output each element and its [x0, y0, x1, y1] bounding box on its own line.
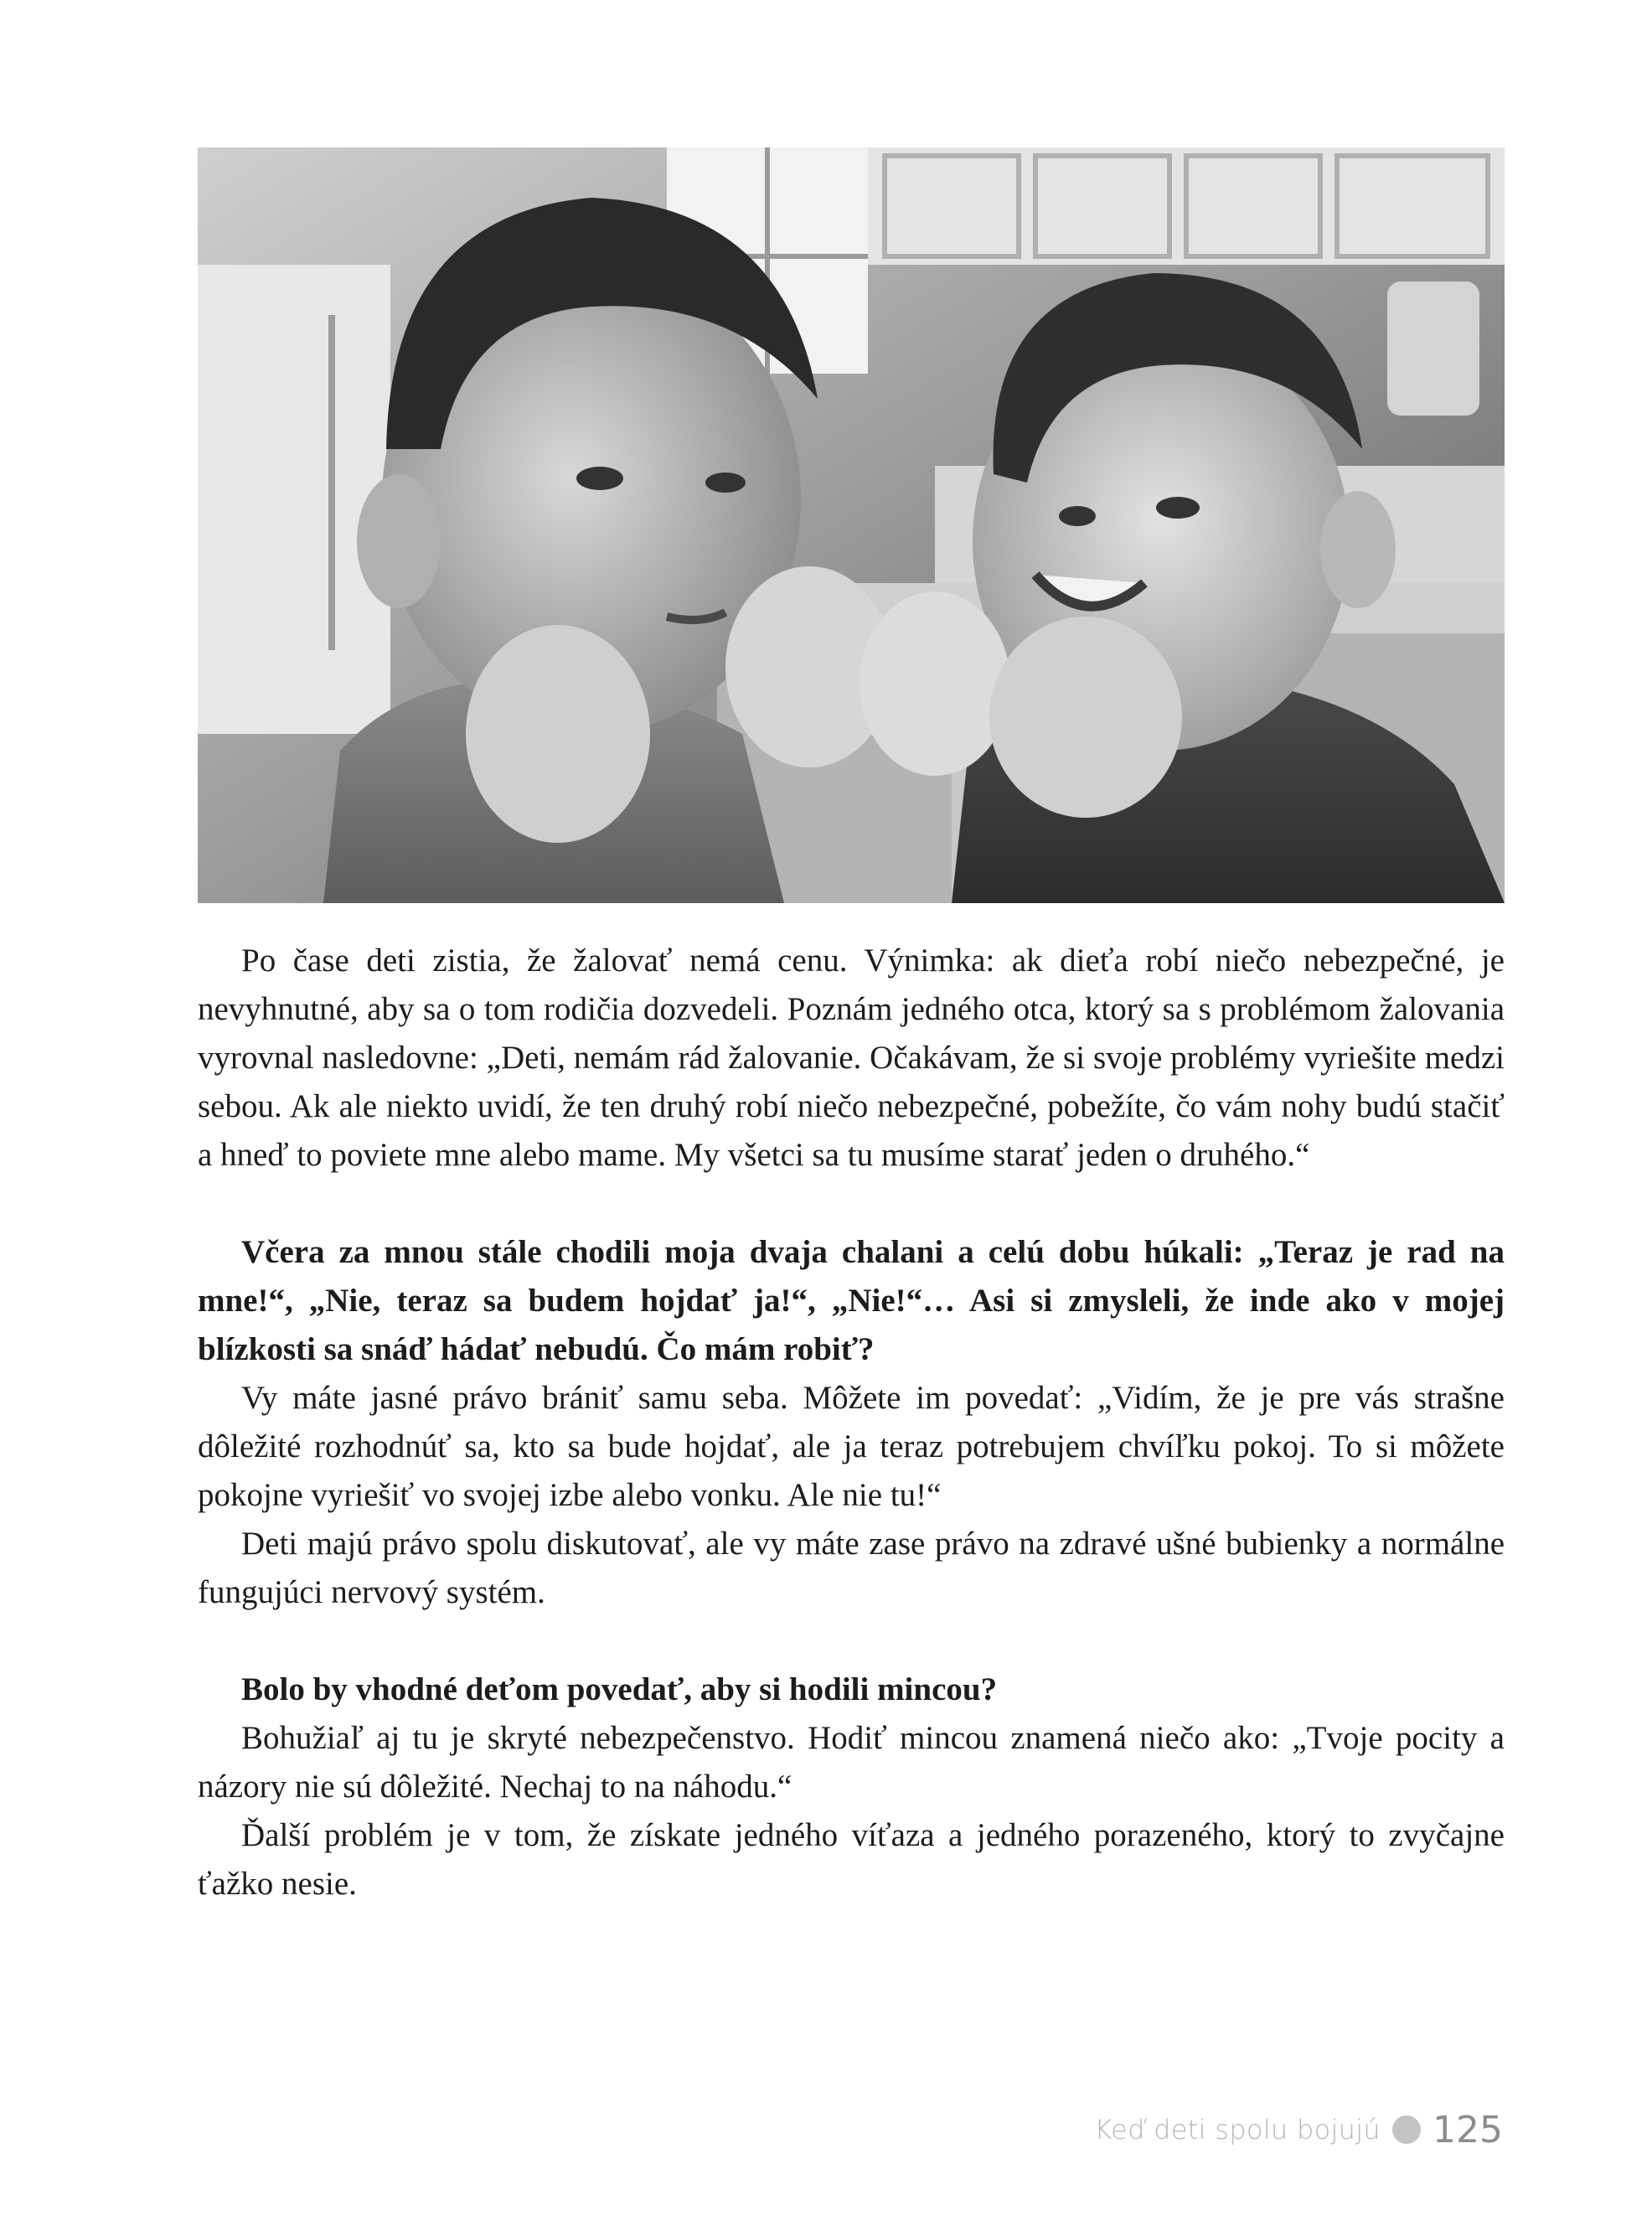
photo-two-boys-boxing-icon — [198, 147, 1505, 903]
page-number: 125 — [1433, 2108, 1503, 2151]
paragraph-answer-1: Vy máte jasné právo brániť samu seba. Môžete im povedať: „Vidím, že je pre vás strašne dôležité rozhodnúť sa, kto sa bude hojdať, ale ja teraz potrebujem chvíľku pokoj. To si môžete pokojne vyriešiť vo svojej izbe alebo vonku. Ale nie tu!“ — [198, 1380, 1505, 1513]
footer-dot-icon — [1392, 2115, 1421, 2144]
paragraph-answer-2: Deti majú právo spolu diskutovať, ale vy máte zase právo na zdravé ušné bubienky a normálne fungujúci nervový systém. — [198, 1526, 1505, 1610]
page-footer — [1094, 2105, 1503, 2155]
paragraph-body-1: Po čase deti zistia, že žalovať nemá cenu. Výnimka: ak dieťa robí niečo nebezpečné, je nevyhnutné, aby sa o tom rodičia dozvedeli. Poznám jedného otca, ktorý sa s problémom žalovania vyrovnal nasledovne: „Deti, nemám rád žalovanie. Očakávam, že si svoje problémy vyriešite medzi sebou. Ak ale niekto uvidí, že ten druhý robí niečo nebezpečné, pobežíte, čo vám nohy budú stačiť a hneď to poviete mne alebo mame. My všetci sa tu musíme starať jeden o druhého.“ — [198, 943, 1505, 1173]
paragraph-answer-4: Ďalší problém je v tom, že získate jedného víťaza a jedného porazeného, ktorý to zvyčajne ťažko nesie. — [198, 1817, 1505, 1902]
article-text — [198, 937, 1505, 1908]
paragraph-question-2: Bolo by vhodné deťom povedať, aby si hodili mincou? — [241, 1671, 998, 1707]
paragraph-answer-3: Bohužiaľ aj tu je skryté nebezpečenstvo. Hodiť mincou znamená niečo ako: „Tvoje pocity a názory nie sú dôležité. Nechaj to na náhodu.“ — [198, 1720, 1505, 1805]
photo-two-boys-boxing — [198, 147, 1505, 903]
paragraph-question-1: Včera za mnou stále chodili moja dvaja chalani a celú dobu húkali: „Teraz je rad na mne!“, „Nie, teraz sa budem hojdať ja!“, „Nie!“… Asi si zmysleli, že inde ako v mojej blízkosti sa snáď hádať nebudú. Čo mám robiť? — [198, 1234, 1505, 1367]
running-title: Keď deti spolu bojujú — [1094, 2114, 1381, 2146]
